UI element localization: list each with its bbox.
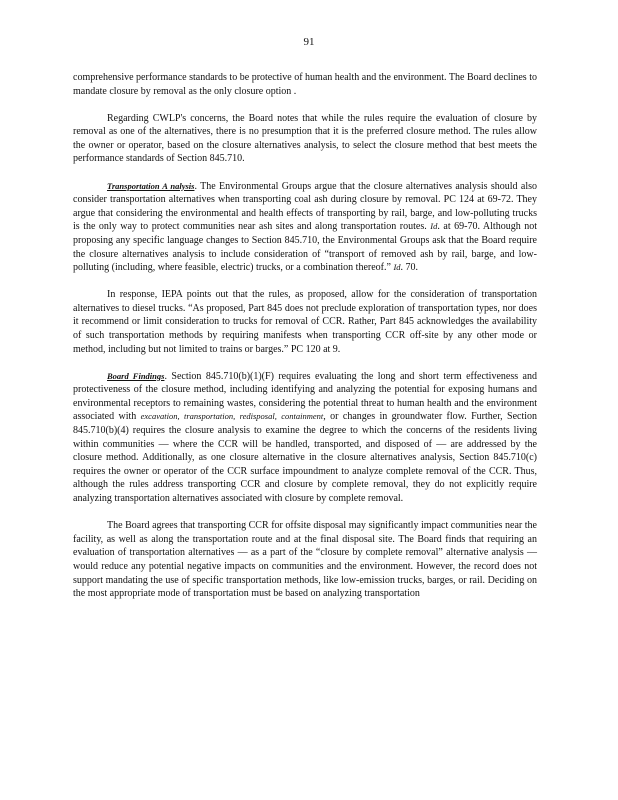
paragraph-3-text-2: . at 69-70. Although not proposing any specific language changes to Section 845.710, the Environmental Groups ask that the Board require the closure alternatives analysis to include consideration of “transport of removed ash by rail, barge, and low-polluting (including, where feasible, electric) trucks, or a combination thereof.” <box>73 221 537 274</box>
italic-term: transportation, <box>183 411 236 422</box>
paragraph-3-text-1: . The Environmental Groups argue that the closure alternatives analysis should also consider transportation alternatives when transporting coal ash during closure by removal. PC 124 at 69-72. They argue that considering the environmental and health effects of transporting by rail, barge, and low-polluting trucks is the only way to protect communities near ash sites and along transportation routes. <box>73 180 537 233</box>
paragraph-5-text-1: . Section 845.710(b)(1)(F) requires evaluating the long and short term effectiveness and protectiveness of the closure method, including identifying and analyzing the potential for exposing humans and environmental receptors to remaining wastes, considering the potential threat to human health and the environment associated with <box>73 370 537 423</box>
italic-term: containment <box>281 411 324 422</box>
paragraph-6: The Board agrees that transporting CCR for offsite disposal may significantly impact communities near the facility, as well as along the transportation route and at the final disposal site. The Board finds that requiring an evaluation of transportation alternatives — as a part of the “closure by complete removal” alternative analysis — would reduce any potential negative impacts on communities and the environment. However, the record does not support mandating the use of specific transportation methods, like low-emission trucks, barges, or rail. Deciding on the most appropriate mode of transportation must be based on analyzing transportation <box>73 520 537 600</box>
italic-term: redisposal, <box>239 411 277 422</box>
italic-term: excavation, <box>140 411 180 422</box>
page-number: 91 <box>303 36 315 48</box>
citation-id: Id <box>393 262 401 273</box>
document-body <box>73 71 537 614</box>
paragraph-2: Regarding CWLP's concerns, the Board notes that while the rules require the evaluation of closure by removal as one of the alternatives, there is no presumption that it is the preferred closure method. The rules allow the owner or operator, based on the closure alternatives analysis, to select the closure method that best meets the performance standards of Section 845.710. <box>73 112 537 165</box>
paragraph-4: In response, IEPA points out that the rules, as proposed, allow for the consideration of transportation alternatives to diesel trucks. “As proposed, Part 845 does not preclude exploration of transportation types, nor does it recommend or limit consideration to trucks for removal of CCR. Rather, Part 845 acknowledges the availability of such transportation methods by requiring manifests when transporting CCR off-site by any other mode or method, including but not limited to trains or barges.” PC 120 at 9. <box>73 289 537 355</box>
paragraph-1: comprehensive performance standards to be protective of human health and the environment. The Board declines to mandate closure by removal as the only closure option . <box>73 72 537 97</box>
section-heading-board-findings: Board Findings <box>107 370 165 381</box>
citation-id: Id <box>430 221 438 232</box>
section-heading-transportation: Transportation A nalysis <box>107 180 195 191</box>
paragraph-3 <box>73 180 537 275</box>
paragraph-5-text-2: , or changes in groundwater flow. Further, Section 845.710(b)(4) requires the closure analysis to examine the degree to which the concerns of the residents living within communities — where the CCR will be handled, transported, and disposed of — are addressed by the closure method. Additionally, as one closure alternative in the closure alternatives analysis, Section 845.710(c) requires the owner or operator of the CCR surface impoundment to analyze complete removal of the CCR. Thus, although the rules address transporting CCR and closure by complete removal, they do not explicitly require analyzing transportation alternatives associated with closure by complete removal. <box>73 411 538 505</box>
paragraph-3-text-3: . 70. <box>400 262 419 274</box>
paragraph-5 <box>73 370 537 506</box>
